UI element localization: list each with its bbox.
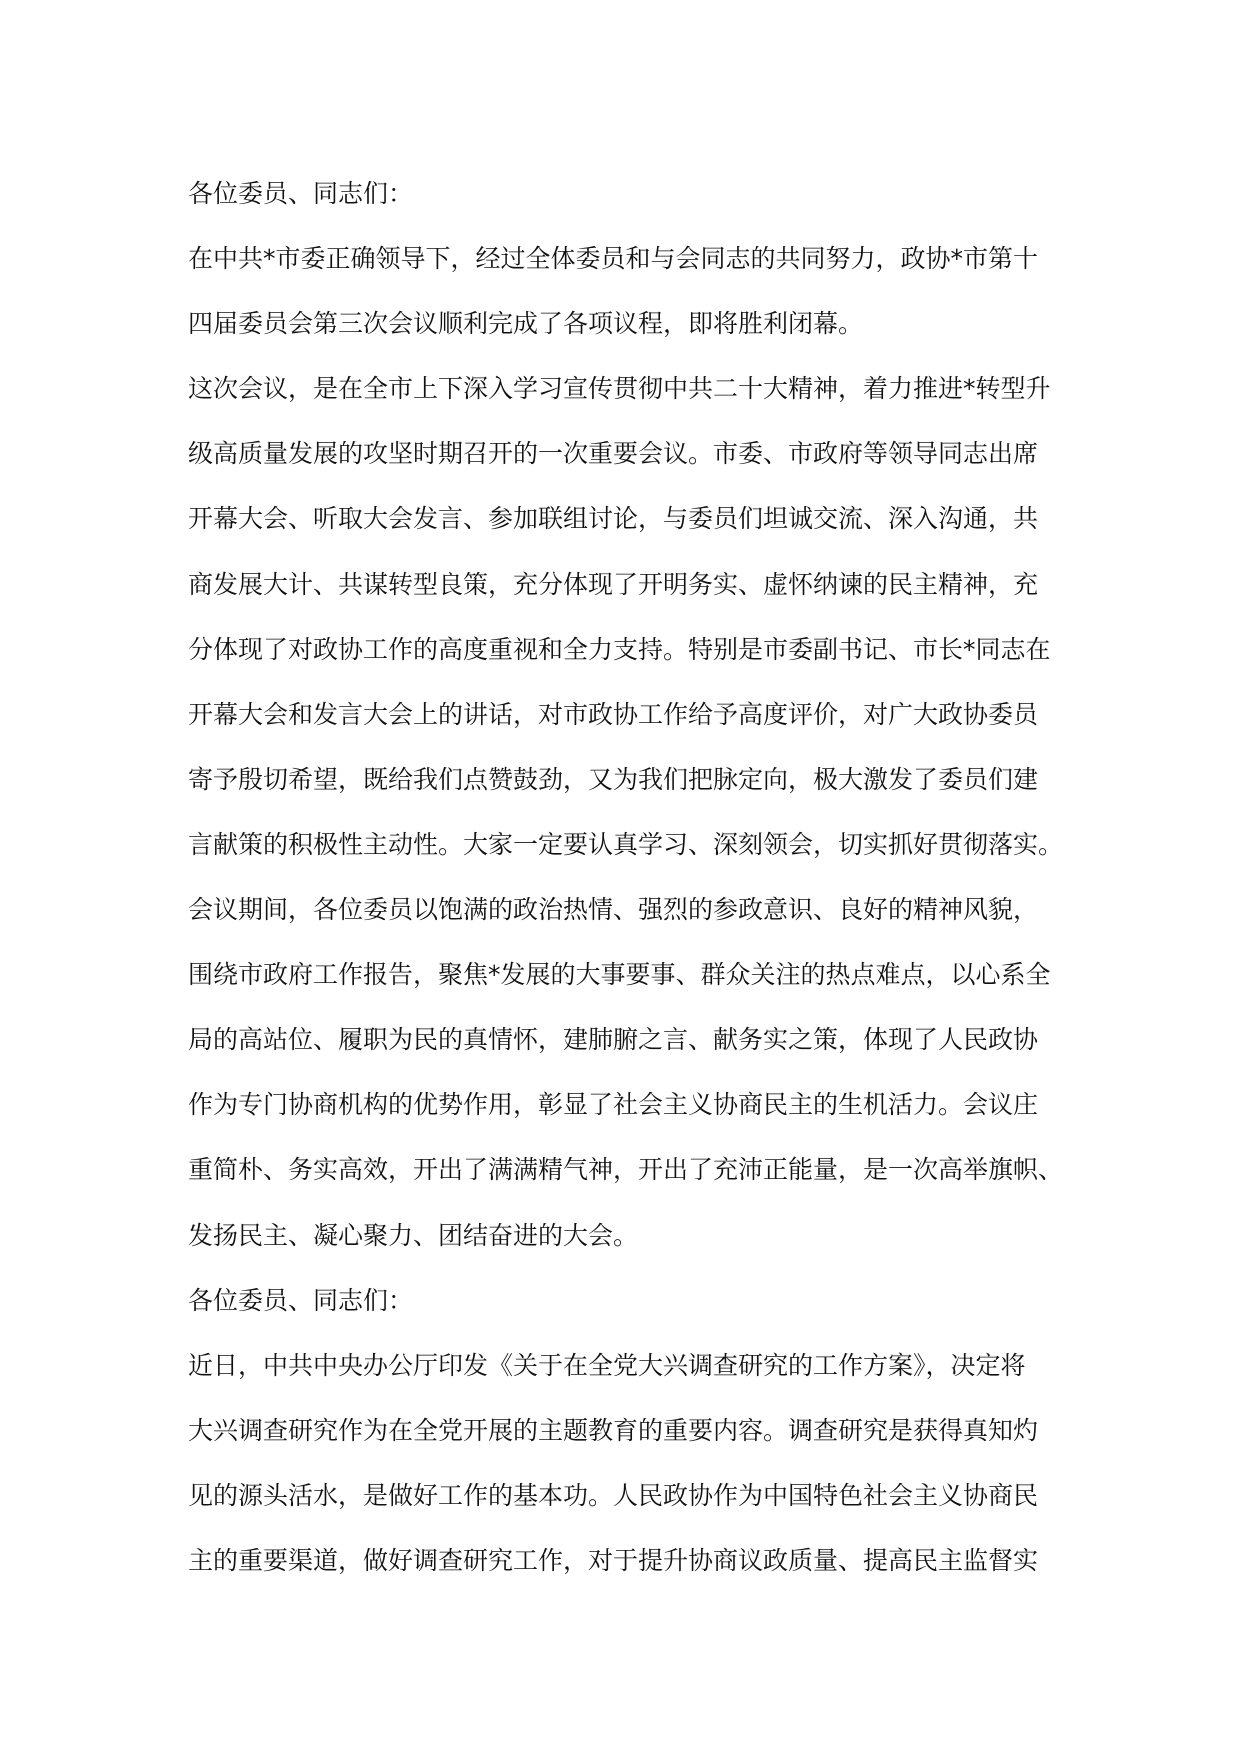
text-line: 级高质量发展的攻坚时期召开的一次重要会议。市委、市政府等领导同志出席 (188, 439, 1039, 469)
text-line: 会议期间，各位委员以饱满的政治热情、强烈的参政意识、良好的精神风貌， (188, 895, 1039, 925)
document-body (188, 174, 1068, 1606)
text-line: 这次会议，是在全市上下深入学习宣传贯彻中共二十大精神，着力推进*转型升 (188, 374, 1051, 404)
text-line: 作为专门协商机构的优势作用，彰显了社会主义协商民主的生机活力。会议庄 (188, 1090, 1039, 1120)
text-line: 寄予殷切希望，既给我们点赞鼓劲，又为我们把脉定向，极大激发了委员们建 (188, 764, 1039, 794)
salutation-line: 各位委员、同志们： (188, 179, 414, 208)
text-line: 商发展大计、共谋转型良策，充分体现了开明务实、虚怀纳谏的民主精神，充 (188, 569, 1039, 599)
text-line: 主的重要渠道，做好调查研究工作，对于提升协商议政质量、提高民主监督实 (188, 1545, 1039, 1575)
text-line: 见的源头活水，是做好工作的基本功。人民政协作为中国特色社会主义协商民 (188, 1480, 1039, 1510)
text-line: 重简朴、务实高效，开出了满满精气神，开出了充沛正能量，是一次高举旗帜、 (188, 1155, 1064, 1185)
text-line: 四届委员会第三次会议顺利完成了各项议程，即将胜利闭幕。 (188, 309, 864, 339)
text-line: 大兴调查研究作为在全党开展的主题教育的重要内容。调查研究是获得真知灼 (188, 1415, 1039, 1445)
text-line: 局的高站位、履职为民的真情怀，建肺腑之言、献务实之策，体现了人民政协 (188, 1025, 1039, 1055)
text-line: 开幕大会、听取大会发言、参加联组讨论，与委员们坦诚交流、深入沟通，共 (188, 504, 1039, 534)
text-line: 分体现了对政协工作的高度重视和全力支持。特别是市委副书记、市长*同志在 (188, 634, 1051, 664)
text-line: 发扬民主、凝心聚力、团结奋进的大会。 (188, 1220, 639, 1250)
text-line: 近日，中共中央办公厅印发《关于在全党大兴调查研究的工作方案》，决定将 (188, 1350, 1026, 1380)
text-line: 在中共*市委正确领导下，经过全体委员和与会同志的共同努力，政协*市第十 (188, 244, 1039, 274)
text-line: 开幕大会和发言大会上的讲话，对市政协工作给予高度评价，对广大政协委员 (188, 699, 1039, 729)
text-line: 围绕市政府工作报告，聚焦*发展的大事要事、群众关注的热点难点，以心系全 (188, 960, 1051, 990)
text-line: 言献策的积极性主动性。大家一定要认真学习、深刻领会，切实抓好贯彻落实。 (188, 829, 1064, 859)
salutation-line: 各位委员、同志们： (188, 1285, 414, 1315)
